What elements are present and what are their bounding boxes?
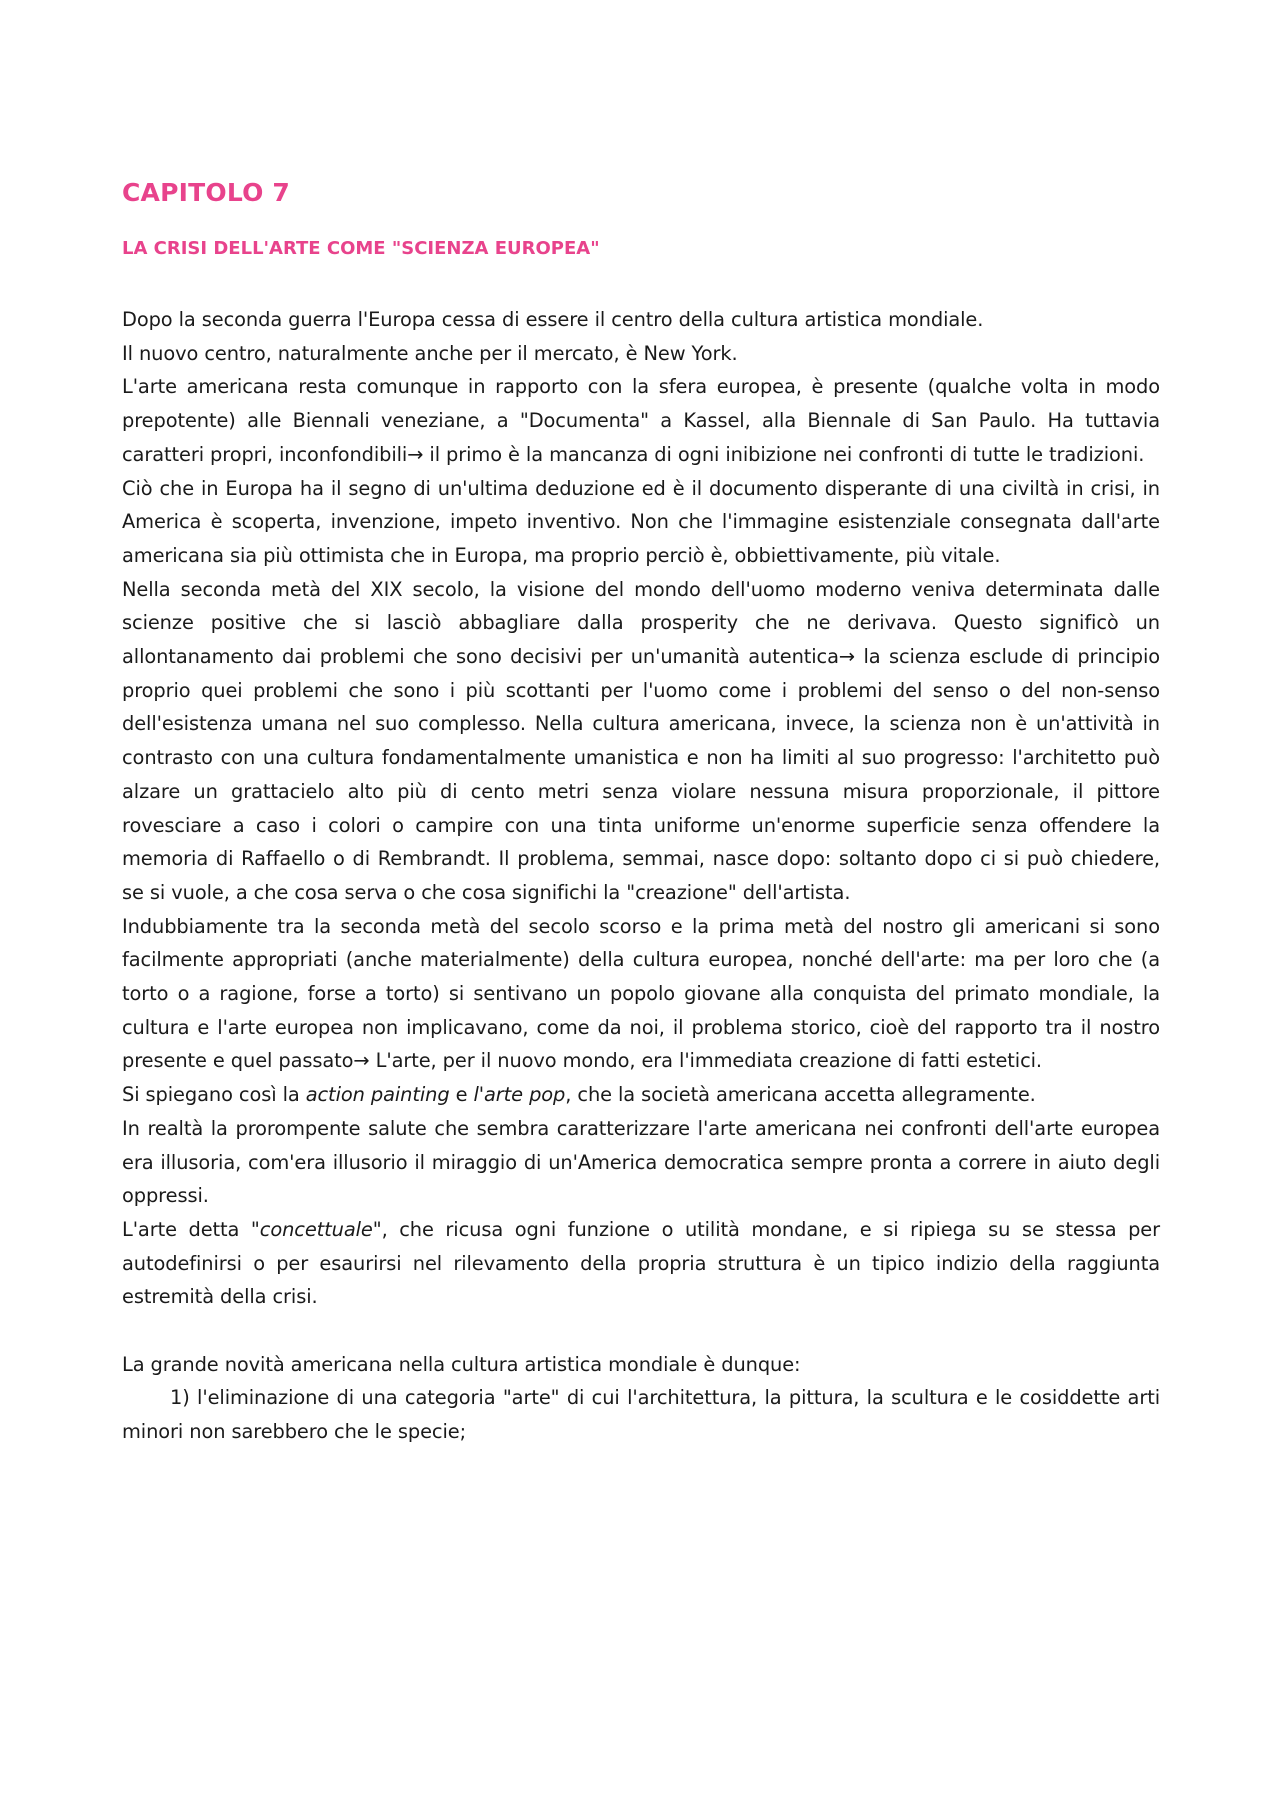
paragraph <box>122 1213 1160 1314</box>
italic-term: action painting <box>305 1083 450 1107</box>
paragraph: Ciò che in Europa ha il segno di un'ultima deduzione ed è il documento disperante di una civiltà in crisi, in America è scoperta, invenzione, impeto inventivo. Non che l'immagine esistenziale consegnata dall'arte americana sia più ottimista che in Europa, ma proprio perciò è, obbiettivamente, più vitale. <box>122 476 1160 567</box>
paragraph: Nella seconda metà del XIX secolo, la visione del mondo dell'uomo moderno veniva determinata dalle scienze positive che si lasciò abbagliare dalla prosperity che ne derivava. Questo significò un allontanamento dai problemi che sono decisivi per un'umanità autentica→ la scienza esclude di principio proprio quei problemi che sono i più scottanti per l'uomo come i problemi del senso o del non-senso dell'esistenza umana nel suo complesso. Nella cultura americana, invece, la scienza non è un'attività in contrasto con una cultura fondamentalmente umanistica e non ha limiti al suo progresso: l'architetto può alzare un grattacielo alto più di cento metri senza violare nessuna misura proporzionale, il pittore rovesciare a caso i colori o campire con una tinta uniforme un'enorme superficie senza offendere la memoria di Raffaello o di Rembrandt. Il problema, semmai, nasce dopo: soltanto dopo ci si può chiedere, se si vuole, a che cosa serva o che cosa significhi la "creazione" dell'artista. <box>122 577 1160 904</box>
body-text <box>122 303 1160 1449</box>
paragraph: Indubbiamente tra la seconda metà del secolo scorso e la prima metà del nostro gli americani si sono facilmente appropriati (anche materialmente) della cultura europea, nonché dell'arte: ma per loro che (a torto o a ragione, forse a torto) si sentivano un popolo giovane alla conquista del primato mondiale, la cultura e l'arte europea non implicavano, come da noi, il problema storico, cioè del rapporto tra il nostro presente e quel passato→ L'arte, per il nuovo mondo, era l'immediata creazione di fatti estetici. <box>122 914 1160 1073</box>
paragraph: La grande novità americana nella cultura artistica mondiale è dunque: <box>122 1352 801 1376</box>
paragraph: Dopo la seconda guerra l'Europa cessa di essere il centro della cultura artistica mondiale. <box>122 308 984 331</box>
paragraph: Il nuovo centro, naturalmente anche per il mercato, è New York. <box>122 341 738 365</box>
paragraph: L'arte americana resta comunque in rapporto con la sfera europea, è presente (qualche volta in modo prepotente) alle Biennali veneziane, a "Documenta" a Kassel, alla Biennale di San Paulo. Ha tuttavia caratteri propri, inconfondibili→ il primo è la mancanza di ogni inibizione nei confronti di tutte le tradizioni. <box>122 375 1160 466</box>
text-span: e <box>449 1083 474 1107</box>
text-span: , che la società americana accetta allegramente. <box>565 1083 1036 1107</box>
italic-term: concettuale <box>259 1217 373 1241</box>
text-span: L'arte detta " <box>122 1217 260 1241</box>
italic-term: l'arte pop <box>473 1083 566 1107</box>
section-title: LA CRISI DELL'ARTE COME "SCIENZA EUROPEA" <box>122 238 600 259</box>
text-span: Si spiegano così la <box>122 1083 306 1107</box>
chapter-title: CAPITOLO 7 <box>122 178 291 207</box>
paragraph: In realtà la prorompente salute che sembra caratterizzare l'arte americana nei confronti dell'arte europea era illusoria, com'era illusorio il miraggio di un'America democratica sempre pronta a correre in aiuto degli oppressi. <box>122 1116 1160 1208</box>
text-span: ", che ricusa ogni funzione o utilità mondane, e si ripiega su se stessa per autodefinirsi o per esaurirsi nel rilevamento della propria struttura è un tipico indizio della raggiunta estremità della crisi. <box>122 1217 1161 1309</box>
paragraph <box>122 1078 1160 1112</box>
list-item: 1) l'eliminazione di una categoria "arte" di cui l'architettura, la pittura, la scultura e le cosiddette arti minori non sarebbero che le specie; <box>122 1386 1160 1444</box>
